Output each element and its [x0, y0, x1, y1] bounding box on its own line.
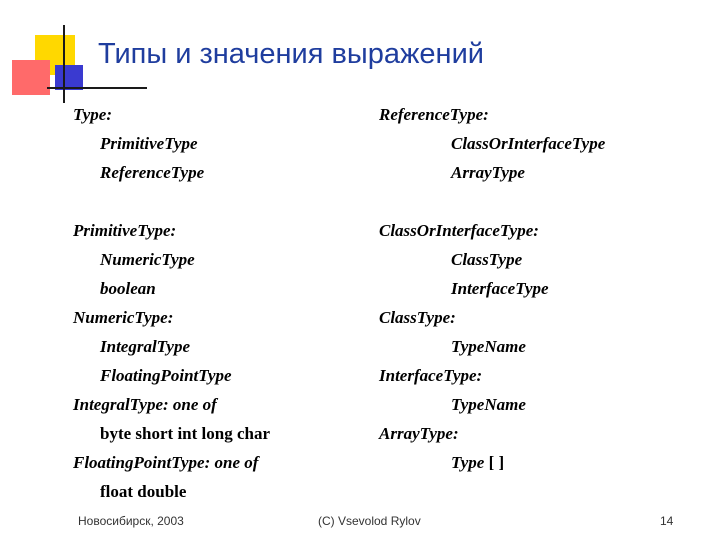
grammar-rule-text: ArrayType [451, 163, 525, 182]
logo-horizontal-line [47, 87, 147, 89]
slide-title: Типы и значения выражений [98, 38, 484, 70]
grammar-rule-text: ClassType [451, 250, 523, 269]
grammar-rule-text: InterfaceType [451, 279, 549, 298]
grammar-rule-line [73, 448, 393, 477]
grammar-blank-line [379, 187, 699, 216]
grammar-rule-line [379, 274, 699, 303]
grammar-rule-line [73, 419, 393, 448]
grammar-rule-text: IntegralType: one of [73, 395, 217, 414]
grammar-rule-text: PrimitiveType [100, 134, 198, 153]
grammar-rule-line [379, 216, 699, 245]
grammar-blank-line [73, 187, 393, 216]
grammar-rule-line [379, 245, 699, 274]
grammar-rule-text: Type: [73, 105, 113, 124]
grammar-rule-line [379, 100, 699, 129]
grammar-rule-line [379, 390, 699, 419]
footer-copyright: (C) Vsevolod Rylov [318, 514, 421, 528]
grammar-rule-text: Type [451, 453, 485, 472]
grammar-rule-text: ClassOrInterfaceType [451, 134, 606, 153]
grammar-rule-line [73, 129, 393, 158]
grammar-rule-line [73, 216, 393, 245]
grammar-rule-line [379, 332, 699, 361]
logo-vertical-line [63, 25, 65, 103]
grammar-rule-line [379, 419, 699, 448]
grammar-rule-text: InterfaceType: [379, 366, 483, 385]
grammar-rule-text: PrimitiveType: [73, 221, 177, 240]
grammar-rule-line [73, 477, 393, 506]
grammar-rule-text: TypeName [451, 395, 526, 414]
grammar-rule-text: TypeName [451, 337, 526, 356]
grammar-rule-line [73, 245, 393, 274]
grammar-rule-line [379, 361, 699, 390]
page-number: 14 [660, 514, 674, 528]
grammar-right-column [379, 100, 699, 477]
grammar-rule-line [73, 332, 393, 361]
grammar-rule-line [73, 274, 393, 303]
grammar-rule-text: byte short int long char [100, 424, 270, 443]
grammar-rule-text: boolean [100, 279, 156, 298]
grammar-rule-line [73, 158, 393, 187]
grammar-rule-text: NumericType [100, 250, 195, 269]
grammar-rule-text: FloatingPointType [100, 366, 232, 385]
grammar-rule-text: NumericType: [73, 308, 174, 327]
grammar-rule-text: ArrayType: [379, 424, 459, 443]
grammar-rule-text: ReferenceType [100, 163, 205, 182]
grammar-rule-text: float double [100, 482, 187, 501]
grammar-rule-text: ClassOrInterfaceType: [379, 221, 539, 240]
grammar-rule-text: FloatingPointType: one of [73, 453, 259, 472]
grammar-rule-line [379, 129, 699, 158]
grammar-rule-text: ClassType: [379, 308, 456, 327]
footer-location: Новосибирск, 2003 [78, 514, 184, 528]
grammar-rule-text: IntegralType [100, 337, 191, 356]
slide-logo [0, 0, 100, 105]
grammar-rule-line [379, 303, 699, 332]
grammar-rule-line [73, 361, 393, 390]
grammar-rule-line [73, 303, 393, 332]
grammar-rule-line [73, 100, 393, 129]
grammar-rule-line [379, 158, 699, 187]
grammar-left-column [73, 100, 393, 506]
grammar-rule-line [73, 390, 393, 419]
grammar-rule-text: ReferenceType: [379, 105, 489, 124]
array-brackets: [ ] [484, 453, 505, 472]
grammar-rule-line [379, 448, 699, 477]
logo-red-square [12, 60, 50, 95]
